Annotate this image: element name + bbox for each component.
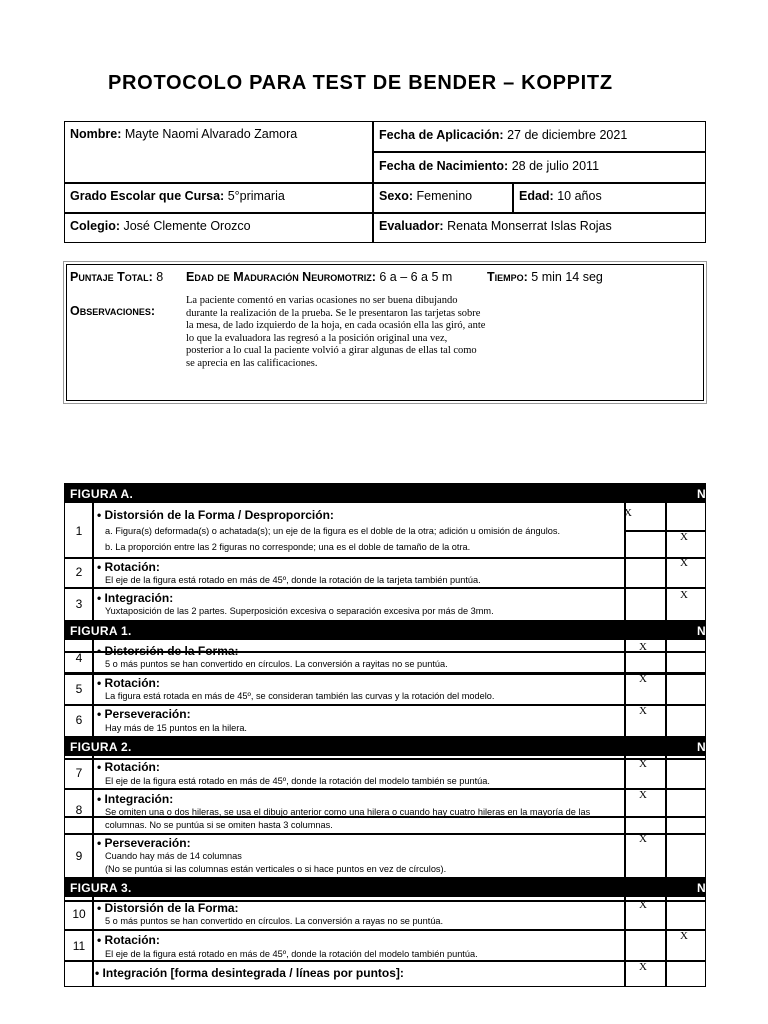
item-description: Se omiten una o dos hileras, se usa el dibujo anterior como una hilera o cuando hay cuatro hileras en la mayoría de las [105, 807, 591, 817]
divider [512, 182, 514, 212]
item-number: 3 [75, 597, 83, 611]
row-line [64, 929, 706, 931]
row-line [64, 587, 706, 589]
mark-no: X [624, 507, 632, 519]
item-number: 8 [75, 803, 83, 817]
divider [64, 212, 706, 214]
mark-si: X [680, 930, 688, 942]
item-heading: • Rotación: [97, 933, 160, 947]
item-description: 5 o más puntos se han convertido en círculos. La conversión a rayitas no se puntúa. [105, 659, 448, 669]
item-description: 5 o más puntos se han convertido en círculos. La conversión a rayas no se puntúa. [105, 916, 444, 926]
colegio-field: Colegio: José Clemente Orozco [70, 219, 251, 233]
item-description: (No se puntúa si las columnas están verticales o si hace puntos en vez de círculos). [105, 864, 447, 874]
mark-no: X [639, 758, 647, 770]
item-number: 6 [75, 713, 83, 727]
item-heading: • Perseveración: [97, 836, 191, 850]
mark-no: X [639, 789, 647, 801]
item-heading: • Rotación: [97, 560, 160, 574]
mark-no: X [639, 673, 647, 685]
mark-si: X [680, 589, 688, 601]
evaluador-field: Evaluador: Renata Monserrat Islas Rojas [379, 219, 612, 233]
fecha-aplicacion-field: Fecha de Aplicación: 27 de diciembre 2021 [379, 128, 628, 142]
mark-no: X [639, 961, 647, 973]
row-line [64, 704, 706, 706]
item-number: 10 [72, 907, 86, 921]
item-description: El eje de la figura está rotado en más de 45º, donde la rotación del modelo también se puntúa. [105, 776, 490, 786]
item-description: Cuando hay más de 14 columnas [105, 851, 242, 861]
section-figura-3: FIGURA 3. NO SI [64, 877, 705, 897]
sexo-field: Sexo: Femenino [379, 189, 473, 203]
item-description: La figura está rotada en más de 45º, se consideran también las curvas y la rotación del modelo. [105, 691, 495, 701]
item-heading: • Distorsión de la Forma / Desproporción: [97, 508, 334, 522]
item-heading: • Integración: [97, 591, 174, 605]
row-line [64, 960, 706, 962]
item-heading: • Integración: [97, 792, 174, 806]
item-description: columnas. No se puntúa si se omiten hasta 3 columnas. [105, 820, 333, 830]
row-line [64, 788, 706, 790]
row-line [64, 833, 706, 835]
item-heading: • Perseveración: [97, 707, 191, 721]
item-description: Hay más de 15 puntos en la hilera. [105, 723, 247, 733]
row-line [64, 557, 706, 559]
item-description: El eje de la figura está rotado en más de 45º, donde la rotación de la tarjeta también puntúa. [105, 575, 481, 585]
item-heading: • Rotación: [97, 676, 160, 690]
mark-no: X [639, 899, 647, 911]
observaciones-label: Observaciones: [70, 304, 156, 318]
item-number: 2 [75, 565, 83, 579]
item-number: 1 [75, 524, 83, 538]
item-description: El eje de la figura está rotado en más de 45º, donde la rotación del modelo también puntúa. [105, 949, 478, 959]
item-number: 5 [75, 682, 83, 696]
item-number: 7 [75, 766, 83, 780]
mark-no: X [639, 833, 647, 845]
divider [64, 182, 706, 184]
item-heading: • Rotación: [97, 760, 160, 774]
item-description: a. Figura(s) deformada(s) o achatada(s); un eje de la figura es el doble de la otra; adición u omisión de ángulos. [105, 526, 561, 536]
mark-si: X [680, 557, 688, 569]
item-description: Yuxtaposición de las 2 partes. Superposición excesiva o separación excesiva por más de 3mm. [105, 606, 494, 616]
nombre-field: Nombre: Mayte Naomi Alvarado Zamora [70, 127, 298, 141]
section-figura-a: FIGURA A. NO SI [64, 483, 705, 503]
item-number: 11 [72, 939, 86, 953]
edad-maduracion: Edad de Maduración Neuromotriz: 6 a – 6 a 5 m [186, 270, 453, 284]
section-figura-1: FIGURA 1. NO SI [64, 620, 705, 640]
mark-no: X [639, 705, 647, 717]
observaciones-text: La paciente comentó en varias ocasiones no ser buena dibujando durante la realización de la prueba. Se le presentaron las tarjetas sobre la mesa, de lado izquierdo de la hoja, en cada ocasión ella las giró, ante lo que la evaluadora las regresó a la posición original una vez, posterior a lo cual la paciente volvió a girar algunas de ellas tal como se aprecia en las calificaciones. [186, 295, 486, 369]
grado-field: Grado Escolar que Cursa: 5°primaria [70, 189, 285, 203]
row-line [64, 758, 706, 760]
mark-no: X [639, 641, 647, 653]
item-heading: • Integración [forma desintegrada / líneas por puntos]: [95, 966, 404, 980]
item-heading: • Distorsión de la Forma: [97, 644, 239, 658]
item-description: b. La proporción entre las 2 figuras no corresponde; una es el doble de tamaño de la otra. [105, 542, 471, 552]
fecha-nacimiento-field: Fecha de Nacimiento: 28 de julio 2011 [379, 159, 600, 173]
tiempo: Tiempo: 5 min 14 seg [487, 270, 603, 284]
item-number: 4 [75, 651, 83, 665]
edad-field: Edad: 10 años [519, 189, 602, 203]
page-title: PROTOCOLO PARA TEST DE BENDER – KOPPITZ [108, 72, 613, 94]
mark-si: X [680, 531, 688, 543]
row-line [64, 672, 706, 675]
item-number: 9 [75, 849, 83, 863]
divider [372, 151, 706, 153]
item-heading: • Distorsión de la Forma: [97, 901, 239, 915]
section-figura-2: FIGURA 2. NO SI [64, 736, 705, 756]
puntaje-total: Puntaje Total: 8 [70, 270, 164, 284]
